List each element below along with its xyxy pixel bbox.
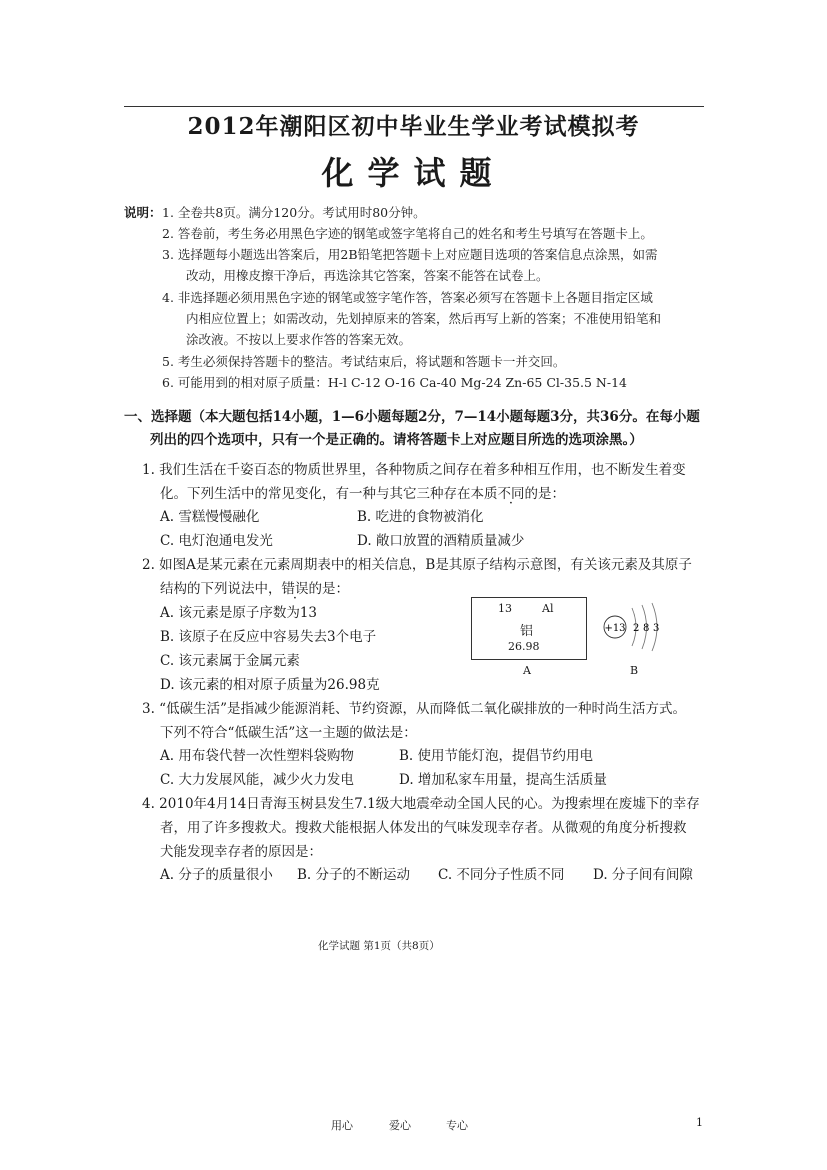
option-c: C. 该元素属于金属元素 bbox=[160, 653, 300, 669]
question-1-stem: 1. 我们生活在千姿百态的物质世界里，各种物质之间存在着多种相互作用，也不断发生着变 bbox=[142, 462, 686, 478]
footer-slogan: 爱心 bbox=[389, 1119, 411, 1132]
note-line: 1. 全卷共8页。满分120分。考试用时80分钟。 bbox=[162, 205, 426, 220]
option-b: B. 吃进的食物被消化 bbox=[357, 509, 484, 525]
question-4-stem-cont: 犬能发现幸存者的原因是： bbox=[160, 844, 322, 860]
stem-text: 结构的下列说法中， bbox=[160, 581, 282, 597]
option-d: D. 该元素的相对原子质量为26.98克 bbox=[160, 677, 380, 693]
periodic-table-cell bbox=[471, 597, 587, 660]
note-line: 6. 可能用到的相对原子质量：H-l C-12 O-16 Ca-40 Mg-24 Zn-65 Cl-35.5 N-14 bbox=[162, 375, 627, 390]
figure-label-b: B bbox=[630, 664, 639, 677]
note-line: 4. 非选择题必须用黑色字迹的钢笔或签字笔作答，答案必须写在答题卡上各题目指定区域 bbox=[162, 290, 653, 305]
note-line: 内相应位置上；如需改动，先划掉原来的答案，然后再写上新的答案；不准使用铅笔和 bbox=[186, 311, 662, 326]
question-4-stem-cont: 者，用了许多搜救犬。搜救犬能根据人体发出的气味发现幸存者。从微观的角度分析搜救 bbox=[160, 820, 687, 836]
option-d: D. 增加私家车用量，提高生活质量 bbox=[399, 772, 607, 788]
option-c: C. 大力发展风能，减少火力发电 bbox=[160, 772, 354, 788]
option-b: B. 使用节能灯泡，提倡节约用电 bbox=[399, 748, 594, 764]
question-3-stem-cont: 下列不符合“低碳生活”这一主题的做法是： bbox=[160, 725, 417, 741]
question-1-stem-cont bbox=[160, 482, 565, 502]
stem-text: 的是： bbox=[524, 486, 565, 502]
atomic-mass: 26.98 bbox=[508, 640, 540, 653]
atom-structure-diagram bbox=[600, 600, 670, 656]
element-name: 铝 bbox=[520, 624, 534, 639]
question-2-stem: 2. 如图A是某元素在元素周期表中的相关信息，B是其原子结构示意图，有关该元素及其原子 bbox=[142, 557, 692, 573]
shell-electrons: 3 bbox=[653, 623, 660, 634]
option-b: B. 该原子在反应中容易失去3个电子 bbox=[160, 629, 377, 645]
option-a: A. 雪糕慢慢融化 bbox=[160, 509, 260, 525]
nucleus-charge: +13 bbox=[604, 623, 626, 634]
exam-title: 2012年潮阳区初中毕业生学业考试模拟考 bbox=[187, 113, 640, 140]
option-a: A. 分子的质量很小 bbox=[160, 867, 273, 883]
note-line: 3. 选择题每小题选出答案后，用2B铅笔把答题卡上对应题目选项的答案信息点涂黑，如需 bbox=[162, 247, 658, 262]
option-a: A. 用布袋代替一次性塑料袋购物 bbox=[160, 748, 354, 764]
shell-electrons: 2 bbox=[633, 623, 640, 634]
element-symbol: Al bbox=[542, 602, 554, 615]
stem-text: 的是： bbox=[308, 581, 349, 597]
exam-subject: 化学试题 bbox=[321, 154, 506, 192]
note-line: 5. 考生必须保持答题卡的整洁。考试结束后，将试题和答题卡一并交回。 bbox=[162, 354, 566, 369]
option-b: B. 分子的不断运动 bbox=[297, 867, 411, 883]
atomic-number: 13 bbox=[498, 602, 512, 615]
option-d: D. 分子间有间隙 bbox=[593, 867, 693, 883]
header-rule bbox=[124, 106, 704, 107]
option-d: D. 敞口放置的酒精质量减少 bbox=[357, 533, 525, 549]
notes-label: 说明： bbox=[124, 205, 162, 220]
question-4-stem: 4. 2010年4月14日青海玉树县发生7.1级大地震牵动全国人民的心。为搜索埋在废墟下的幸存 bbox=[142, 796, 700, 812]
option-a: A. 该元素是原子序数为13 bbox=[160, 605, 318, 621]
stem-text: 化。下列生活中的常见变化，有一种与其它三种存在本质 bbox=[160, 486, 498, 502]
footer-slogan: 专心 bbox=[446, 1119, 468, 1132]
note-line: 2. 答卷前，考生务必用黑色字迹的钢笔或签字笔将自己的姓名和考生号填写在答题卡上。 bbox=[162, 226, 653, 241]
note-line: 改动，用橡皮擦干净后，再选涂其它答案，答案不能答在试卷上。 bbox=[186, 268, 549, 283]
page-caption: 化学试题 第1页（共8页） bbox=[318, 940, 440, 952]
page-number: 1 bbox=[696, 1116, 703, 1129]
option-c: C. 电灯泡通电发光 bbox=[160, 533, 273, 549]
emphasis-text: 错误 bbox=[281, 581, 309, 597]
footer-slogan: 用心 bbox=[331, 1119, 353, 1132]
figure-label-a: A bbox=[523, 664, 531, 677]
section-heading-cont: 列出的四个选项中，只有一个是正确的。请将答题卡上对应题目所选的选项涂黑。） bbox=[150, 432, 643, 448]
option-c: C. 不同分子性质不同 bbox=[438, 867, 565, 883]
shell-electrons: 8 bbox=[643, 623, 650, 634]
section-heading: 一、选择题（本大题包括14小题，1—6小题每题2分，7—14小题每题3分，共36分。在每小题 bbox=[124, 409, 700, 425]
note-line: 涂改液。不按以上要求作答的答案无效。 bbox=[186, 332, 412, 347]
emphasis-text: 不同 bbox=[497, 486, 525, 502]
question-2-stem-cont bbox=[160, 577, 349, 597]
question-3-stem: 3. “低碳生活”是指减少能源消耗、节约资源，从而降低二氧化碳排放的一种时尚生活方式。 bbox=[142, 701, 686, 717]
